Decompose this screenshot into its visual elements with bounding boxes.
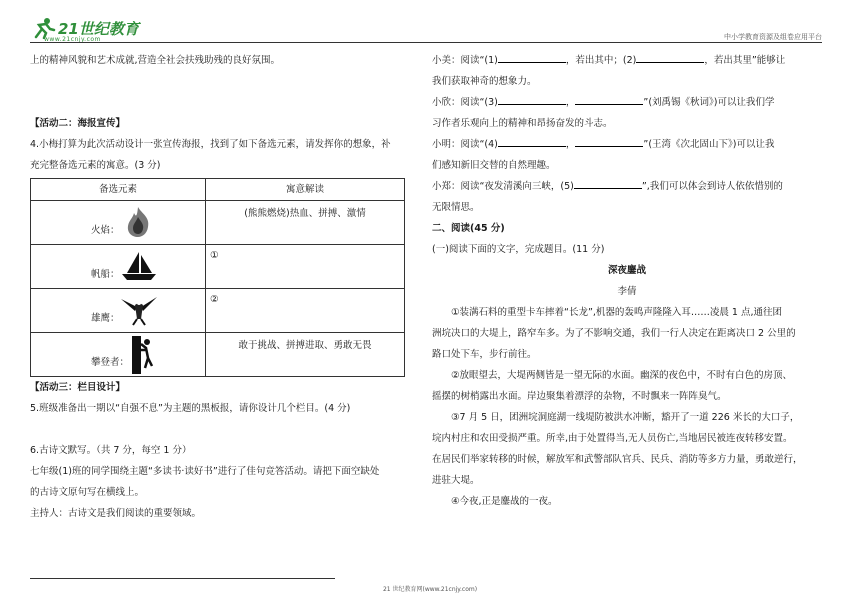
logo-subtext: www.21cnjy.com — [44, 36, 101, 43]
question-4-line2: 充完整备选元素的寓意。(3 分) — [30, 160, 161, 171]
activity3-heading: 【活动三：栏目设计】 — [30, 382, 126, 393]
row-label: 火焰： — [91, 225, 120, 236]
spacer — [30, 71, 410, 113]
text-part: ，若出其中；(2) — [565, 55, 637, 66]
table-header-meaning: 寓意解读 — [206, 179, 405, 201]
text-part: ，若出其里”能够让 — [704, 55, 786, 66]
meaning-cell: ① — [206, 245, 405, 289]
row-label: 雄鹰： — [91, 313, 120, 324]
meaning-cell: 敢于挑战、拼搏进取、勇敢无畏 — [206, 333, 405, 377]
right-column — [432, 50, 822, 512]
table-row — [31, 201, 405, 245]
text-part: 小明：阅读“(4) — [432, 139, 498, 150]
answer-blank-3a[interactable] — [498, 93, 566, 105]
answer-blank-1[interactable] — [498, 51, 566, 63]
eagle-icon — [119, 293, 159, 327]
paragraph-3-cont: 进驻大堤。 — [432, 475, 480, 486]
header-divider — [30, 42, 822, 43]
logo-text: 21世纪教育 — [58, 19, 139, 38]
paragraph-3: ③7 月 5 日，团洲垸洞庭湖一线堤防被洪水冲断，豁开了一道 226 米长的大口子， — [451, 412, 800, 423]
text-part: ”(刘禹锡《秋词》)可以让我们学 — [643, 97, 775, 108]
subsection-1-heading: (一)阅读下面的文字，完成题目。(11 分) — [432, 244, 605, 255]
paragraph-3-cont: 垸内村庄和农田受损严重。所幸,由于处置得当,无人员伤亡,当地居民被连夜转移安置。 — [432, 433, 793, 444]
text-part: ”(王湾《次北固山下》)可以让我 — [643, 139, 775, 150]
question-6-line2: 的古诗文原句写在横线上。 — [30, 487, 145, 498]
article-title: 深夜鏖战 — [607, 265, 646, 276]
footer-text: 21 世纪教育网(www.21cnjy.com) — [382, 586, 478, 593]
paragraph-2: ②放眼望去，大堤两侧皆是一望无际的水面。幽深的夜色中，不时有白色的房顶、 — [451, 370, 793, 381]
left-column — [30, 50, 410, 524]
host-line: 主持人：古诗文是我们阅读的重要领域。 — [30, 508, 202, 519]
answer-blank-2[interactable] — [636, 51, 704, 63]
meaning-cell: ② — [206, 289, 405, 333]
xiaoxin-line1 — [432, 92, 822, 113]
sailboat-icon — [119, 249, 159, 283]
table-header-element: 备选元素 — [31, 179, 206, 201]
element-table — [30, 178, 405, 377]
text-part: 小欣：阅读“(3) — [432, 97, 498, 108]
section-2-heading: 二、阅读(45 分) — [432, 223, 505, 234]
table-row — [31, 333, 405, 377]
text-part: 小郑：阅读“夜发清溪向三峡，(5) — [432, 181, 574, 192]
text-part: ， — [565, 97, 576, 108]
xiaoming-line1 — [432, 134, 822, 155]
paragraph-4: ④今夜,正是鏖战的一夜。 — [451, 496, 558, 507]
table-cell — [31, 201, 206, 245]
answer-blank-3b[interactable] — [575, 93, 643, 105]
xiaoxin-line2: 习作者乐观向上的精神和昂扬奋发的斗志。 — [432, 118, 613, 129]
article-author: 李倩 — [617, 286, 637, 297]
climber-icon — [129, 336, 157, 374]
footer-divider — [30, 578, 335, 579]
paragraph-1-cont: 洲垸决口的大堤上，路窄车多。为了不影响交通，我们一行人决定在距离决口 2 公里的 — [432, 328, 796, 339]
row-label: 攀登者： — [91, 357, 130, 368]
table-cell — [31, 289, 206, 333]
header-platform-name: 中小学教育资源及组卷应用平台 — [724, 33, 822, 41]
question-6-line1: 七年级(1)班的同学围绕主题“多读书·读好书”进行了佳句竞答活动。请把下面空缺处 — [30, 466, 380, 477]
table-cell — [31, 245, 206, 289]
question-5: 5.班级准备出一期以“自强不息”为主题的黑板报，请你设计几个栏目。(4 分) — [30, 403, 351, 414]
meaning-cell: (熊熊燃烧)热血、拼搏、激情 — [206, 201, 405, 245]
xiaozheng-line1 — [432, 176, 822, 197]
xiaomei-line2: 我们获取神奇的想象力。 — [432, 76, 537, 87]
answer-blank-4a[interactable] — [498, 135, 566, 147]
activity2-heading: 【活动二：海报宣传】 — [30, 118, 126, 129]
paragraph-1-cont: 路口处下车，步行前往。 — [432, 349, 537, 360]
flame-icon — [123, 205, 153, 239]
answer-blank-4b[interactable] — [575, 135, 643, 147]
spacer — [30, 419, 410, 440]
xiaomei-line1 — [432, 50, 822, 71]
row-label: 帆船： — [91, 269, 120, 280]
paragraph-2-cont: 摇摆的树梢露出水面。岸边聚集着漂浮的杂物，不时飘来一阵阵臭气。 — [432, 391, 727, 402]
text-line: 上的精神风貌和艺术成就,营造全社会扶残助残的良好氛围。 — [30, 55, 281, 66]
xiaozheng-line2: 无限情思。 — [432, 202, 480, 213]
xiaoming-line2: 们感知新旧交替的自然理趣。 — [432, 160, 556, 171]
table-cell — [31, 333, 206, 377]
paragraph-1: ①装满石料的重型卡车摔着“长龙”,机器的轰鸣声隆隆入耳……凌晨 1 点,通往团 — [451, 307, 782, 318]
table-row — [31, 289, 405, 333]
text-part: 小美：阅读“(1) — [432, 55, 498, 66]
answer-blank-5[interactable] — [574, 177, 642, 189]
table-row — [31, 245, 405, 289]
paragraph-3-cont: 在居民们举家转移的时候，解放军和武警部队官兵、民兵、消防等多方力量，勇敢逆行， — [432, 454, 803, 465]
question-4-line1: 4.小梅打算为此次活动设计一张宣传海报，找到了如下备选元素，请发挥你的想象，补 — [30, 139, 391, 150]
text-part: ， — [565, 139, 576, 150]
question-6: 6.古诗文默写。（共 7 分，每空 1 分） — [30, 445, 192, 456]
text-part: ”,我们可以体会到诗人依依惜别的 — [641, 181, 783, 192]
